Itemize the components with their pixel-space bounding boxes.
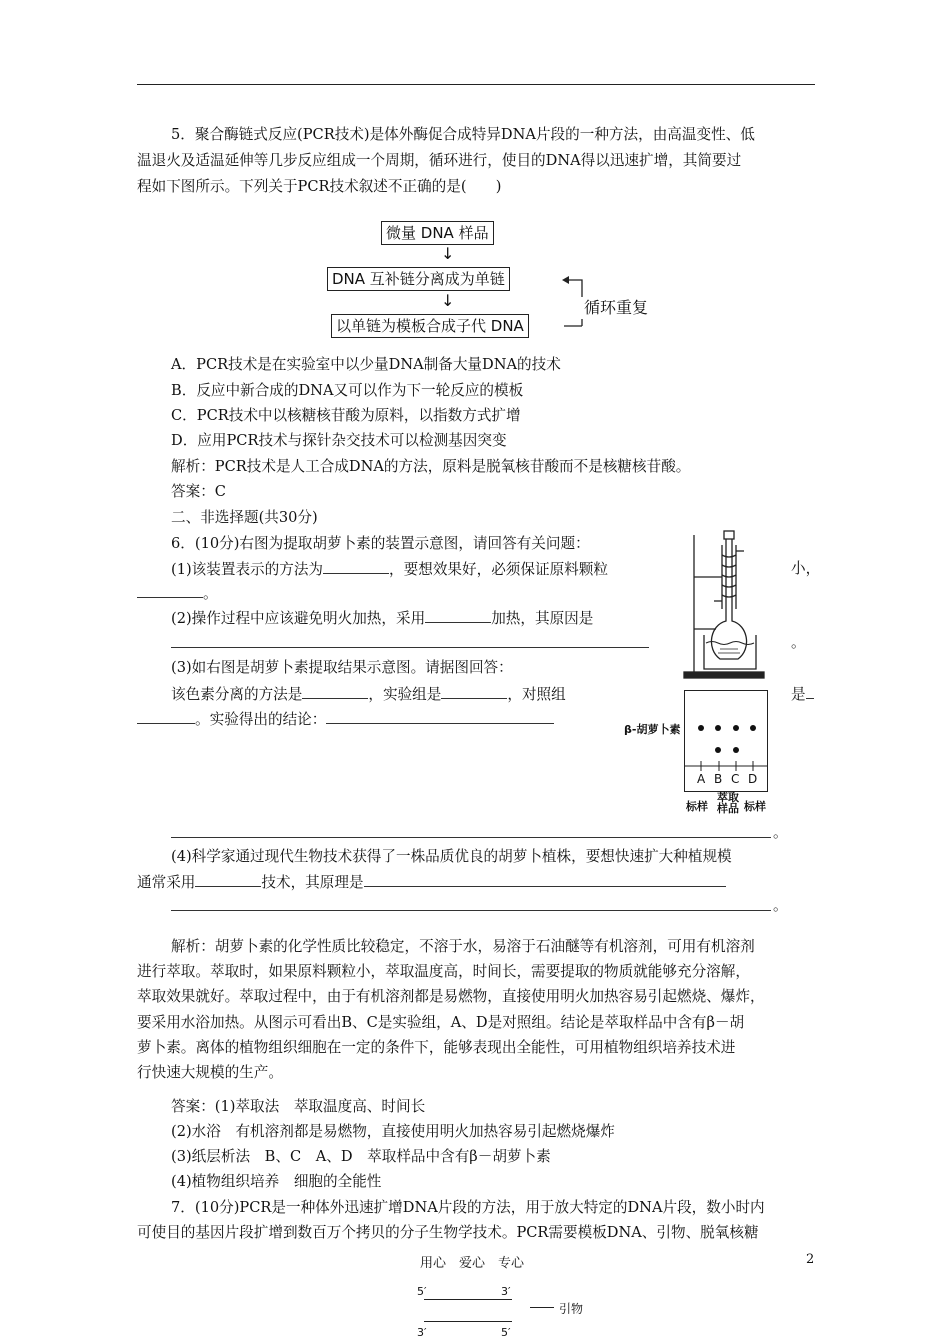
q6-analysis-2: 进行萃取。萃取时，如果原料颗粒小，萃取温度高，时间长，需要提取的物质就能够充分溶解， [137, 963, 750, 980]
beta-carotene-label: β-胡萝卜素 [624, 723, 681, 736]
q6-analysis-4: 要采用水浴加热。从图示可看出B、C是实验组，A、D是对照组。结论是萃取样品中含有β－胡 [137, 1014, 745, 1031]
q5-option-b: B．反应中新合成的DNA又可以作为下一轮反应的模板 [171, 382, 524, 399]
q6-part1: (1)该装置表示的方法为 ，要想效果好，必须保证原料颗粒 [171, 561, 608, 578]
q6-part2: (2)操作过程中应该避免明火加热，采用 加热，其原因是 [171, 610, 594, 627]
q6-part1-end: 小， [791, 560, 821, 577]
arrow-down-icon: ↓ [441, 244, 455, 263]
q6-part4-line3 [171, 896, 771, 917]
label-primer: 引物 [559, 1302, 584, 1316]
spot-b-lower [715, 747, 721, 753]
q6-part3: (3)如右图是胡萝卜素提取结果示意图。请据图回答： [171, 659, 513, 676]
dna-strand-top [424, 1299, 512, 1300]
label-3prime-top: 3′ [501, 1285, 511, 1298]
footer-motto: 用心 爱心 专心 [420, 1256, 525, 1271]
q6-answer-2: (2)水浴 有机溶剂都是易燃物，直接使用明火加热容易引起燃烧爆炸 [171, 1123, 615, 1140]
q5-stem-line1: 5．聚合酶链式反应(PCR技术)是体外酶促合成特异DNA片段的一种方法，由高温变性、低 [171, 126, 755, 143]
label-standard-right: 标样 [744, 800, 766, 813]
page-number: 2 [806, 1252, 815, 1267]
q5-option-a: A．PCR技术是在实验室中以少量DNA制备大量DNA的技术 [171, 356, 561, 373]
q6-part3-end: 。 [773, 824, 788, 841]
q6-analysis-5: 萝卜素。离体的植物组织细胞在一定的条件下，能够表现出全能性，可用植物组织培养技术进 [137, 1039, 736, 1056]
q7-line2: 可使目的基因片段扩增到数百万个拷贝的分子生物学技术。PCR需要模板DNA、引物、脱氧核糖 [137, 1224, 759, 1241]
lane-c: C [731, 772, 740, 786]
q7-line1: 7．(10分)PCR是一种体外迅速扩增DNA片段的方法，用于放大特定的DNA片段，数小时内 [171, 1199, 765, 1216]
q5-option-c: C．PCR技术中以核糖核苷酸为原料，以指数方式扩增 [171, 407, 521, 424]
q5-analysis: 解析：PCR技术是人工合成DNA的方法，原料是脱氧核苷酸而不是核糖核苷酸。 [171, 458, 691, 475]
label-5prime-top: 5′ [417, 1285, 427, 1298]
header-rule [137, 84, 815, 85]
dna-strand-bottom [424, 1321, 512, 1322]
spot-c-lower [733, 747, 739, 753]
q6-answer-4: (4)植物组织培养 细胞的全能性 [171, 1173, 382, 1190]
spot-a [698, 725, 704, 731]
lane-b: B [714, 772, 723, 786]
q6-analysis-6: 行快速大规模的生产。 [137, 1064, 283, 1081]
q5-answer: 答案：C [171, 483, 226, 500]
q6-part3-line2: 。实验得出的结论： [137, 709, 554, 730]
q6-part3-line1: 该色素分离的方法是 ，实验组是 ，对照组 [171, 686, 566, 703]
arrow-down-icon: ↓ [441, 291, 455, 310]
lane-a: A [697, 772, 706, 786]
lane-d: D [748, 772, 758, 786]
q5-stem-line2: 温退火及适温延伸等几步反应组成一个周期，循环进行，使目的DNA得以迅速扩增，其简要过 [137, 152, 742, 169]
q6-part4-line2: 通常采用 技术，其原理是 [137, 872, 726, 893]
q6-stem: 6．(10分)右图为提取胡萝卜素的装置示意图，请回答有关问题： [171, 535, 590, 552]
q6-part3-line3 [171, 823, 771, 844]
label-3prime-bottom: 3′ [417, 1326, 427, 1339]
baseline-ticks [684, 760, 768, 772]
label-extracted-sample: 萃取 样品 [717, 791, 739, 815]
q6-analysis-3: 萃取效果就好。萃取过程中，由于有机溶剂都是易燃物，直接使用明火加热容易引起燃烧、爆炸， [137, 988, 765, 1005]
q6-part1-line2: 。 [137, 583, 218, 604]
q6-part2-end: 。 [791, 634, 806, 651]
q6-part3-is: 是 [791, 684, 814, 705]
flow-box-synthesize: 以单链为模板合成子代 DNA [331, 314, 529, 338]
extraction-apparatus-figure [680, 525, 770, 685]
primer-line [530, 1307, 554, 1308]
q6-part4-line1: (4)科学家通过现代生物技术获得了一株品质优良的胡萝卜植株，要想快速扩大种植规模 [171, 848, 732, 865]
q6-answer-3: (3)纸层析法 B、C A、D 萃取样品中含有β－胡萝卜素 [171, 1148, 551, 1165]
flow-box-sample: 微量 DNA 样品 [381, 221, 494, 245]
q6-part4-end: 。 [773, 897, 788, 914]
q6-analysis-1: 解析：胡萝卜素的化学性质比较稳定，不溶于水，易溶于石油醚等有机溶剂，可用有机溶剂 [171, 938, 755, 955]
label-5prime-bottom: 5′ [501, 1326, 511, 1339]
section-heading: 二、非选择题(共30分) [171, 509, 318, 526]
spot-b-upper [715, 725, 721, 731]
q6-part2-line2 [171, 633, 649, 654]
q5-option-d: D．应用PCR技术与探针杂交技术可以检测基因突变 [171, 432, 507, 449]
q5-stem-line3: 程如下图所示。下列关于PCR技术叙述不正确的是( ) [137, 178, 502, 195]
q6-answer-1: 答案：(1)萃取法 萃取温度高、时间长 [171, 1098, 426, 1115]
flow-loop-label: 循环重复 [580, 297, 652, 319]
flow-box-separate: DNA 互补链分离成为单链 [327, 267, 510, 291]
label-standard-left: 标样 [686, 800, 708, 813]
spot-c-upper [733, 725, 739, 731]
spot-d [750, 725, 756, 731]
